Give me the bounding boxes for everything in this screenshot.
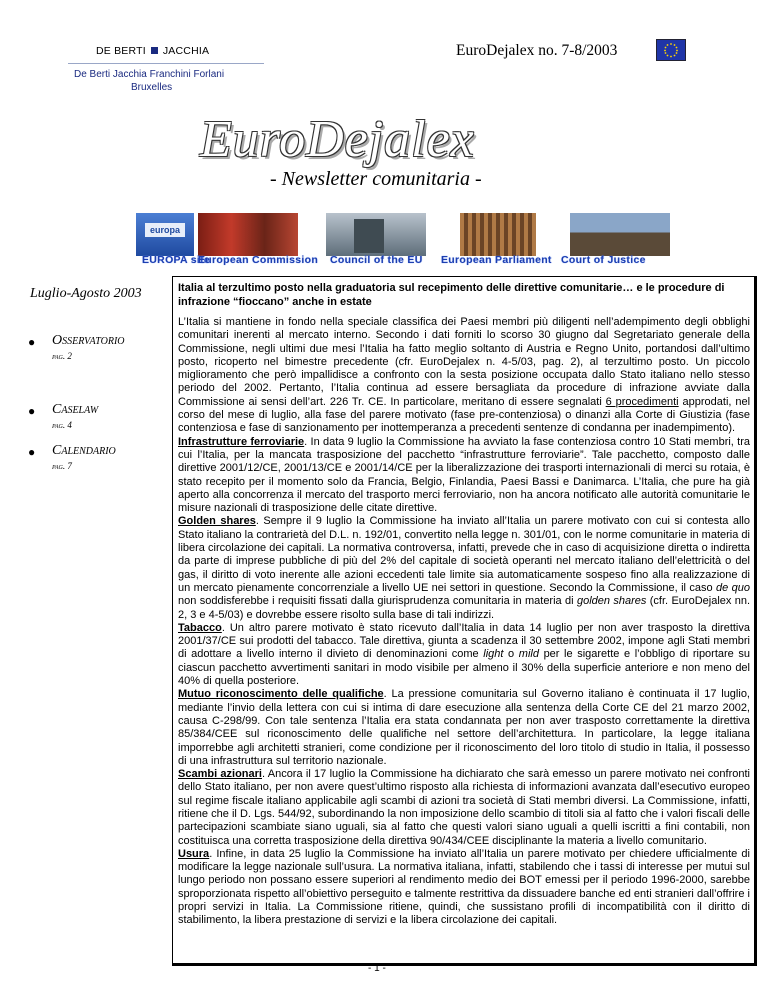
page-number: - 1 - xyxy=(368,963,386,974)
bullet-icon: ● xyxy=(28,445,36,459)
office-name: De Berti Jacchia Franchini Forlani xyxy=(74,69,225,80)
section-title: Usura xyxy=(178,847,210,860)
section-usura: Usura. Infine, in data 25 luglio la Commissione ha inviato all’Italia un parere motivato per chiedere ufficialmente di modificare la legge nazionale sull’usura. La normativa italiana, infatti, stabilendo che i tassi di interesse per mutui sul lungo periodo non possano essere superiori al rendimento medio dei BOT emessi per il periodo 1996-2000, sarebbe sproporzionata rispetto all’obiettivo perseguito e talmente restrittiva da dissuadere banche ed enti stranieri dall’offrire i propri servizi in Italia. La Commissione ritiene, quindi, che sussistano profili di incompatibilità con il diritto di stabilimento, la libera prestazione di servizi e la libera circolazione dei capitali. xyxy=(178,847,750,927)
bullet-icon: ● xyxy=(28,335,36,349)
toc-label: Calendario xyxy=(52,443,116,458)
section-title: Infrastrutture ferroviarie xyxy=(178,435,305,448)
header-divider xyxy=(68,63,264,64)
europa-site-caption[interactable]: EUROPA site xyxy=(142,254,211,266)
toc-label: Osservatorio xyxy=(52,333,125,348)
section-title: Golden shares xyxy=(178,515,256,528)
newsletter-logo: EuroDejalex xyxy=(200,111,475,168)
european-parliament-caption[interactable]: European Parliament xyxy=(441,254,552,266)
toc-page: pag. 7 xyxy=(52,461,72,471)
section-infrastrutture: Infrastrutture ferroviarie. In data 9 luglio la Commissione ha avviato la fase contenziosa contro 10 Stati membri, tra cui l’Italia, per la mancata trasposizione del pacchetto “infrastrutture ferroviarie”. Tale pacchetto, composto dalle direttive 2001/12/CE, 2001/13/CE e 2001/14/CE per la liberalizzazione dei trasporti internazionali di merci su rotaia, è stato recepito per il momento solo da Francia, Belgio, Finlandia, Paesi Bassi e Danimarca. L’Italia, che pure ha già aperto alla concorrenza il mercato del trasporto merci ferroviario, non ha ancora notificato alle autorità comunitarie le misure nazionali di trasposizione delle citate direttive. xyxy=(178,435,750,515)
bullet-icon: ● xyxy=(28,404,36,418)
article-intro: L’Italia si mantiene in fondo nella speciale classifica dei Paesi membri più diligenti nell’adempimento degli obblighi comunitari inerenti al mercato interno. Secondo i dati forniti lo scorso 30 giugno dal Segretariato generale della Commissione, negli ultimi due mesi l’Italia ha fatto meglio soltanto di Austria e Regno Unito, portandosi dall’ultimo posto, ricoperto nel bimestre precedente (cfr. EuroDejalex n. 4-5/03, pag. 2), al terzultimo posto. Un piccolo miglioramento che però impallidisce a confronto con la sesta posizione occupata dallo Stato italiano nello stesso periodo del 2002. Pertanto, l’Italia continua ad essere bersagliata da procedure di infrazione avviate dalla Commissione ai sensi dell’art. 226 Tr. CE. In particolare, meritano di essere segnalati 6 procedimenti approdati, nel corso del mese di luglio, alla fase del parere motivato (fase pre-contenziosa) o dinanzi alla Corte di Giustizia (fase contenziosa e fase di sanzionamento per inottemperanza a precedenti sentenze di condanna per inadempimento). xyxy=(178,316,751,435)
newsletter-tagline: - Newsletter comunitaria - xyxy=(270,168,482,190)
europa-logo: europa xyxy=(145,223,185,237)
office-city: Bruxelles xyxy=(131,82,173,93)
article-body xyxy=(178,316,750,928)
procedures-link[interactable]: 6 procedimenti xyxy=(605,395,679,408)
council-eu-link[interactable] xyxy=(326,213,426,256)
article-headline: Italia al terzultimo posto nella graduatoria sul recepimento delle direttive comunitarie… e le procedure di infrazione “fioccano” anche in estate xyxy=(178,282,725,308)
section-tabacco: Tabacco. Un altro parere motivato è stato ricevuto dall’Italia in data 14 luglio per non aver trasposto la direttiva 2001/37/CE sui prodotti del tabacco. Tale direttiva, giunta a scadenza il 30 settembre 2002, impone agli Stati membri di adottare a livello interno il divieto di denominazioni come light o mild per le sigarette e l’obbligo di riportare su ciascun pacchetto avvertimenti sanitari in modo visibile per almeno il 30% della superficie anteriore e non meno del 40% di quella posteriore. xyxy=(178,621,751,688)
issue-period: Luglio-Agosto 2003 xyxy=(30,286,142,301)
toc-label: Caselaw xyxy=(52,402,99,417)
eu-flag-icon xyxy=(656,39,686,61)
section-golden-shares: Golden shares. Sempre il 9 luglio la Commissione ha inviato all’Italia un parere motivato con cui si contesta allo Stato italiano la contrarietà del D.L. n. 192/01, convertito nella legge n. 301/01, con le norme comunitarie in materia di libera circolazione dei capitali. La normativa controversa, infatti, prevede che in caso di acquisizione diretta o indiretta da parte di imprese pubbliche di più del 2% del capitale di società operanti nel mercato italiano dell’elettricità o del gas, il diritto di voto inerente alle azioni eccedenti tale limite sia automaticamente sospeso fino alla realizzazione di un mercato pienamente concorrenziale a livello UE nei settori in questione. Secondo la Commissione, il caso de quo non soddisferebbe i requisiti fissati dalla giurisprudenza comunitaria in materia di golden shares (cfr. EuroDejalex nn. 2, 3 e 4-5/03) e dovrebbe essere risolto sulla base di tali indirizzi. xyxy=(178,515,751,621)
firm-name xyxy=(96,45,209,57)
council-eu-caption[interactable]: Council of the EU xyxy=(330,254,423,266)
european-parliament-link[interactable] xyxy=(460,213,536,256)
court-of-justice-link[interactable] xyxy=(570,213,670,256)
section-title: Tabacco xyxy=(178,621,222,634)
section-qualifiche: Mutuo riconoscimento delle qualifiche. La pressione comunitaria sul Governo italiano è continuata il 17 luglio, mediante l’invio della lettera con cui si intima di dare esecuzione alla sentenza della Corte CE del 21 marzo 2002, causa C-298/99. Con tale sentenza l’Italia era stata condannata per non aver trasposto correttamente la direttiva 85/384/CEE sul riconoscimento delle qualifiche nel settore dell’architettura. In particolare, la legge italiana imporrebbe agli architetti stranieri, come condizione per il riconoscimento del loro titolo di studio in Italia, il possesso di una infrastruttura sul territorio nazionale. xyxy=(178,688,750,767)
europa-site-link[interactable] xyxy=(136,213,194,256)
firm-name-right: JACCHIA xyxy=(162,45,210,57)
section-scambi-azionari: Scambi azionari. Ancora il 17 luglio la Commissione ha dichiarato che sarà emesso un parere motivato nei confronti dello Stato italiano, per non avere quest’ultimo risposto alla richiesta di informazioni avanzata dall’esecutivo europeo sul regime fiscale italiano applicabile agli scambi di azioni tra società di Stati membri diversi. La Commissione, infatti, ritiene che il D. Lgs. 544/92, subordinando la non imposizione dello scambio di titoli sia al fatto che i valori fiscali delle partecipazioni scambiate siano uguali, sia al fatto che questi valori siano uguali a quelli iscritti a fini contabili, non costituisca una corretta trasposizione della direttiva 90/434/CEE disciplinante la materia a livello comunitario. xyxy=(178,768,750,847)
council-building-image xyxy=(354,219,384,253)
section-title: Scambi azionari xyxy=(178,768,262,781)
court-of-justice-caption[interactable]: Court of Justice xyxy=(561,254,646,266)
section-title: Mutuo riconoscimento delle qualifiche xyxy=(178,688,384,701)
european-commission-caption[interactable]: European Commission xyxy=(198,254,319,266)
issue-number: EuroDejalex no. 7-8/2003 xyxy=(456,42,618,59)
square-icon xyxy=(151,47,158,54)
toc-page: pag. 4 xyxy=(52,420,72,430)
firm-name-left: DE BERTI xyxy=(96,45,146,57)
european-commission-link[interactable] xyxy=(198,213,298,256)
toc-page: pag. 2 xyxy=(52,351,72,361)
